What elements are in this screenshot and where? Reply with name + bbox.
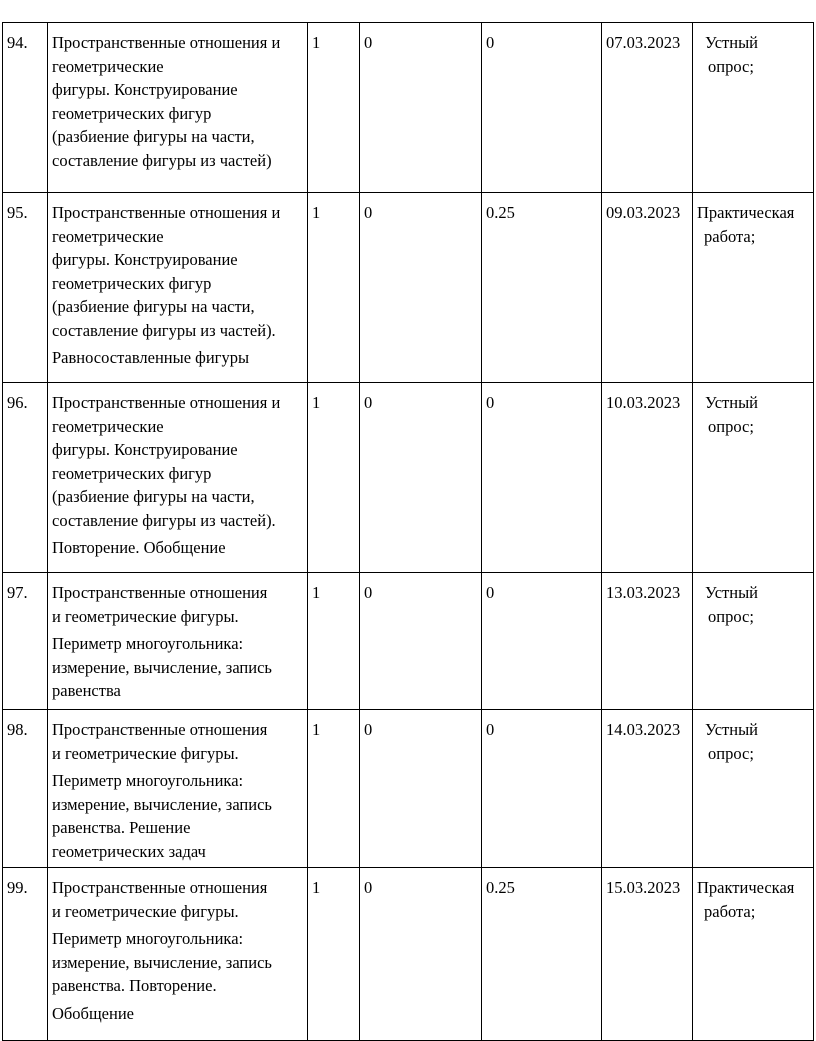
hours-total-cell: 1 bbox=[308, 383, 360, 573]
topic-line: геометрических фигур bbox=[52, 103, 212, 123]
topic-line: составление фигуры из частей). bbox=[52, 320, 276, 340]
control-works-cell: 0 bbox=[360, 23, 482, 193]
lesson-number-cell: 98. bbox=[3, 710, 48, 868]
topic-line: Периметр многоугольника: bbox=[52, 634, 244, 653]
table-row bbox=[3, 710, 814, 868]
topic-line: фигуры. Конструирование bbox=[52, 250, 238, 269]
hours-total-cell: 1 bbox=[308, 868, 360, 1041]
lesson-date-cell: 09.03.2023 bbox=[602, 193, 693, 383]
lesson-date-cell: 07.03.2023 bbox=[602, 23, 693, 193]
topic-line: Пространственные отношения bbox=[52, 878, 268, 897]
control-works-cell: 0 bbox=[360, 710, 482, 868]
topic-line: равенства. Решение bbox=[52, 818, 191, 837]
hours-total-cell: 1 bbox=[308, 23, 360, 193]
assessment-form-cell bbox=[693, 23, 814, 193]
lesson-date-cell: 15.03.2023 bbox=[602, 868, 693, 1041]
table-row bbox=[3, 193, 814, 383]
practical-works-cell: 0 bbox=[482, 710, 602, 868]
lesson-number-cell: 94. bbox=[3, 23, 48, 193]
assessment-form-cell bbox=[693, 573, 814, 710]
topic-line: фигуры. Конструирование bbox=[52, 440, 238, 459]
practical-works-cell: 0.25 bbox=[482, 193, 602, 383]
topic-line: Повторение. Обобщение bbox=[52, 538, 226, 557]
lesson-topic-cell bbox=[48, 193, 308, 383]
topic-line: и геометрические фигуры. bbox=[52, 743, 239, 763]
topic-line: составление фигуры из частей) bbox=[52, 150, 272, 170]
control-works-cell: 0 bbox=[360, 573, 482, 710]
lesson-number-cell: 97. bbox=[3, 573, 48, 710]
topic-line: геометрические bbox=[52, 226, 164, 246]
assessment-form-line: работа; bbox=[704, 901, 756, 921]
topic-line: и геометрические фигуры. bbox=[52, 901, 239, 921]
topic-line: геометрических задач bbox=[52, 841, 206, 861]
table-row bbox=[3, 23, 814, 193]
topic-line: и геометрические фигуры. bbox=[52, 606, 239, 626]
lesson-topic-cell bbox=[48, 23, 308, 193]
lesson-topic-cell bbox=[48, 710, 308, 868]
lesson-date-cell: 13.03.2023 bbox=[602, 573, 693, 710]
assessment-form-line: Устный bbox=[705, 720, 758, 739]
lesson-topic-cell bbox=[48, 868, 308, 1041]
topic-line: измерение, вычисление, запись bbox=[52, 657, 272, 677]
topic-line: Обобщение bbox=[52, 1003, 134, 1023]
lesson-topic-cell bbox=[48, 383, 308, 573]
practical-works-cell: 0 bbox=[482, 573, 602, 710]
control-works-cell: 0 bbox=[360, 868, 482, 1041]
assessment-form-cell bbox=[693, 710, 814, 868]
lesson-number-cell: 96. bbox=[3, 383, 48, 573]
assessment-form-cell bbox=[693, 193, 814, 383]
practical-works-cell: 0 bbox=[482, 383, 602, 573]
topic-line: Периметр многоугольника: bbox=[52, 771, 244, 790]
hours-total-cell: 1 bbox=[308, 710, 360, 868]
topic-line: составление фигуры из частей). bbox=[52, 510, 276, 530]
practical-works-cell: 0.25 bbox=[482, 868, 602, 1041]
lesson-plan-table-body bbox=[3, 23, 814, 1041]
assessment-form-line: Устный bbox=[705, 33, 758, 52]
topic-line: фигуры. Конструирование bbox=[52, 80, 238, 99]
topic-line: геометрических фигур bbox=[52, 273, 212, 293]
assessment-form-line: Устный bbox=[705, 393, 758, 412]
table-row bbox=[3, 868, 814, 1041]
table-row bbox=[3, 573, 814, 710]
topic-line: Пространственные отношения и bbox=[52, 33, 281, 52]
practical-works-cell: 0 bbox=[482, 23, 602, 193]
topic-line: измерение, вычисление, запись bbox=[52, 794, 272, 814]
lesson-number-cell: 99. bbox=[3, 868, 48, 1041]
assessment-form-line: Практическая bbox=[697, 203, 795, 222]
topic-line: Пространственные отношения и bbox=[52, 393, 281, 412]
topic-line: геометрические bbox=[52, 416, 164, 436]
topic-line: (разбиение фигуры на части, bbox=[52, 487, 255, 506]
topic-line: (разбиение фигуры на части, bbox=[52, 127, 255, 146]
lesson-date-cell: 14.03.2023 bbox=[602, 710, 693, 868]
topic-line: равенства. Повторение. bbox=[52, 976, 217, 995]
assessment-form-line: опрос; bbox=[708, 416, 754, 436]
assessment-form-cell bbox=[693, 383, 814, 573]
assessment-form-cell bbox=[693, 868, 814, 1041]
control-works-cell: 0 bbox=[360, 383, 482, 573]
hours-total-cell: 1 bbox=[308, 193, 360, 383]
assessment-form-line: опрос; bbox=[708, 743, 754, 763]
topic-line: равенства bbox=[52, 681, 121, 700]
lesson-date-cell: 10.03.2023 bbox=[602, 383, 693, 573]
assessment-form-line: опрос; bbox=[708, 56, 754, 76]
topic-line: Пространственные отношения bbox=[52, 583, 268, 602]
table-row bbox=[3, 383, 814, 573]
lesson-topic-cell bbox=[48, 573, 308, 710]
assessment-form-line: работа; bbox=[704, 226, 756, 246]
assessment-form-line: Практическая bbox=[697, 878, 795, 897]
topic-line: измерение, вычисление, запись bbox=[52, 952, 272, 972]
topic-line: Пространственные отношения и bbox=[52, 203, 281, 222]
topic-line: геометрические bbox=[52, 56, 164, 76]
hours-total-cell: 1 bbox=[308, 573, 360, 710]
lesson-plan-table bbox=[2, 22, 814, 1041]
topic-line: Пространственные отношения bbox=[52, 720, 268, 739]
topic-line: Периметр многоугольника: bbox=[52, 929, 244, 948]
topic-line: (разбиение фигуры на части, bbox=[52, 297, 255, 316]
lesson-number-cell: 95. bbox=[3, 193, 48, 383]
control-works-cell: 0 bbox=[360, 193, 482, 383]
assessment-form-line: опрос; bbox=[708, 606, 754, 626]
assessment-form-line: Устный bbox=[705, 583, 758, 602]
topic-line: Равносоставленные фигуры bbox=[52, 348, 250, 367]
topic-line: геометрических фигур bbox=[52, 463, 212, 483]
